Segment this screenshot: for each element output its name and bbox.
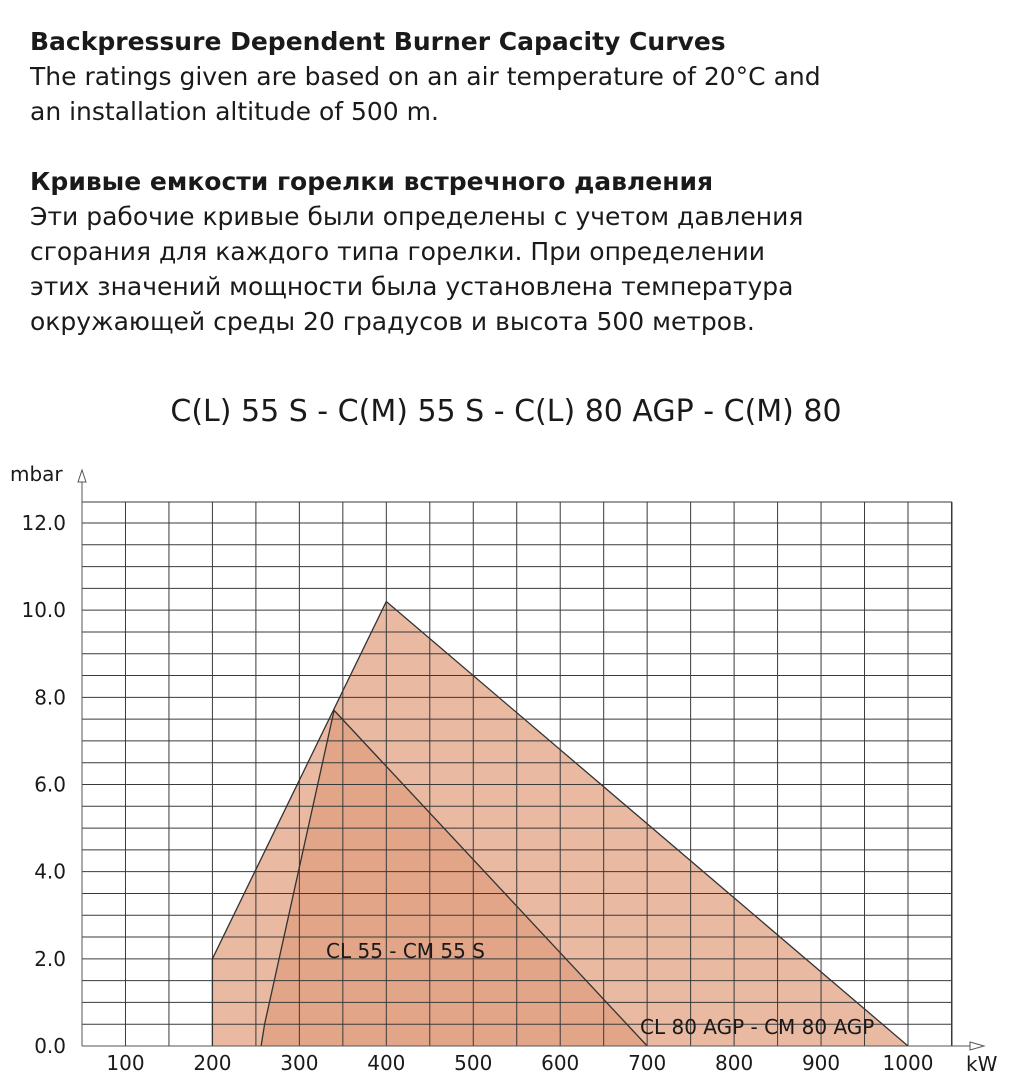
x-tick-label: 600 [541, 1051, 580, 1075]
x-tick-label: 1000 [882, 1051, 934, 1075]
russian-body: Эти рабочие кривые были определены с учетом давления сгорания для каждого типа горелки. При определении этих значений мощности была установлена температура окружающей среды 20 градусов и высота 500 метров. [30, 202, 804, 336]
y-axis-arrow [78, 470, 86, 482]
y-tick-label: 12.0 [21, 511, 66, 535]
russian-heading: Кривые емкости горелки встречного давления [30, 167, 714, 196]
x-tick-label: 900 [801, 1051, 841, 1075]
x-tick-label: 700 [628, 1051, 667, 1075]
x-tick-label: 500 [454, 1051, 493, 1075]
y-tick-label: 8.0 [34, 685, 66, 710]
y-tick-label: 0.0 [34, 1034, 66, 1058]
x-tick-label: 200 [193, 1051, 232, 1075]
series-label-cl55: CL 55 - CM 55 S [326, 939, 485, 963]
y-tick-label: 10.0 [21, 598, 66, 623]
x-tick-label: 400 [367, 1051, 406, 1075]
y-tick-label: 2.0 [34, 946, 66, 971]
y-tick-label: 6.0 [34, 772, 66, 797]
x-tick-label: 300 [280, 1051, 319, 1075]
y-axis-label: mbar [10, 462, 63, 486]
x-axis-label: kW [966, 1052, 998, 1076]
english-body: The ratings given are based on an air temperature of 20°C and an installation altitude of 500 m. [30, 62, 821, 126]
x-tick-label: 100 [106, 1051, 145, 1075]
x-axis-arrow [970, 1042, 984, 1050]
y-tick-label: 4.0 [34, 859, 66, 884]
english-heading: Backpressure Dependent Burner Capacity Curves [30, 27, 726, 56]
x-tick-label: 800 [715, 1051, 754, 1075]
chart-title: C(L) 55 S - C(M) 55 S - C(L) 80 AGP - C(M) 80 [170, 394, 842, 429]
series-label-cl80: CL 80 AGP - CM 80 AGP [640, 1015, 875, 1039]
